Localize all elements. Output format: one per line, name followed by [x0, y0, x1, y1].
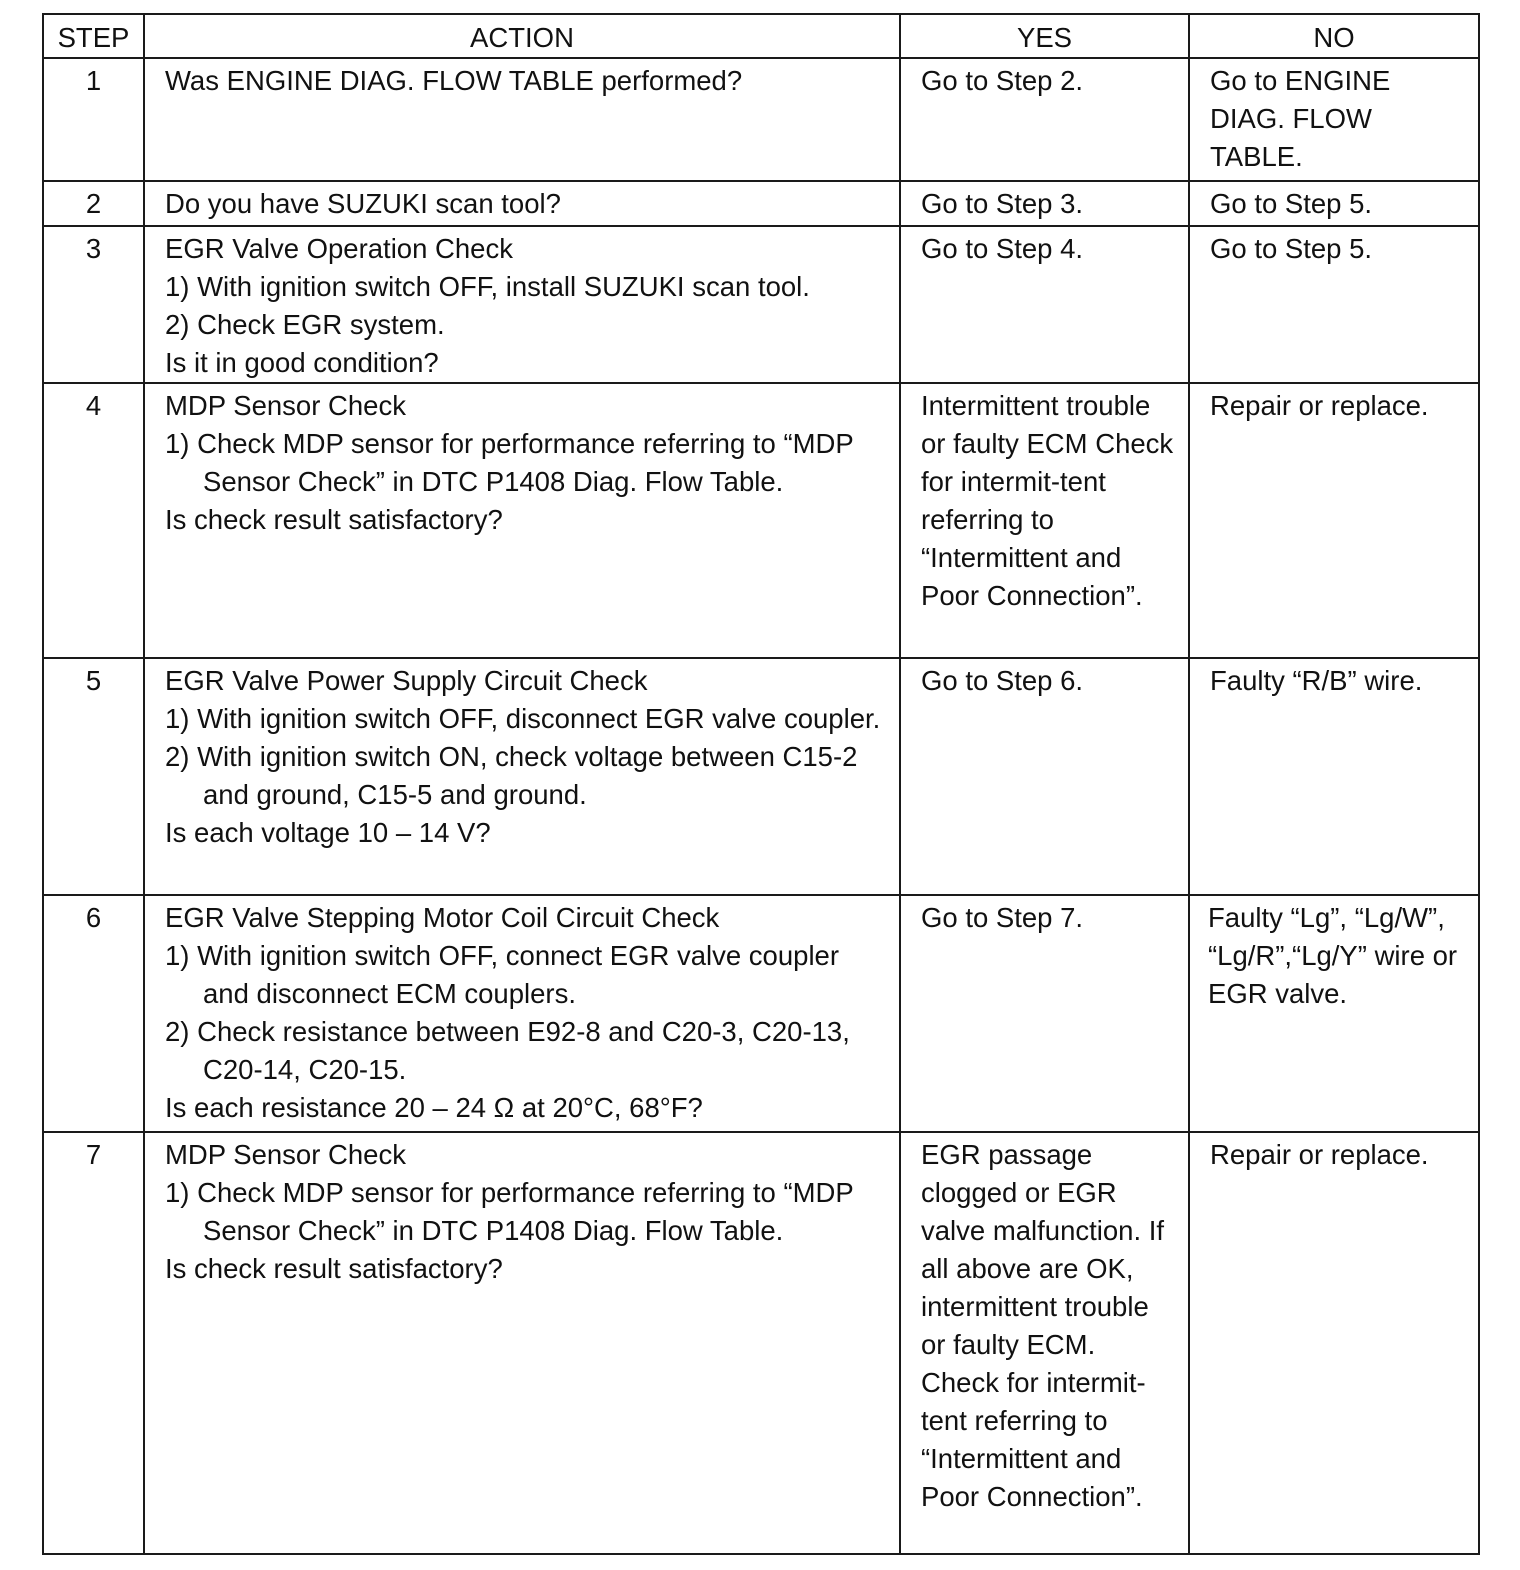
- action-cell: [144, 226, 900, 383]
- table-row: [43, 383, 1479, 658]
- yes-cell: [900, 181, 1189, 226]
- header-yes: YES: [900, 14, 1189, 58]
- yes-cell: [900, 895, 1189, 1132]
- action-question: Is check result satisfactory?: [165, 1253, 503, 1284]
- step-number: 6: [43, 895, 144, 1132]
- yes-cell: [900, 658, 1189, 895]
- no-text: Go to Step 5.: [1210, 188, 1373, 219]
- action-question: Is check result satisfactory?: [165, 504, 503, 535]
- no-text: Go to ENGINE DIAG. FLOW TABLE.: [1210, 65, 1398, 172]
- action-question: Do you have SUZUKI scan tool?: [165, 188, 561, 219]
- action-title: MDP Sensor Check: [165, 1139, 406, 1170]
- yes-cell: [900, 1132, 1189, 1554]
- action-cell: [144, 658, 900, 895]
- no-text: Repair or replace.: [1210, 390, 1429, 421]
- action-question: Is each resistance 20 – 24 Ω at 20°C, 68°F?: [165, 1092, 703, 1123]
- table-row: [43, 895, 1479, 1132]
- action-cell: [144, 1132, 900, 1554]
- yes-cell: [900, 383, 1189, 658]
- yes-text: Go to Step 4.: [921, 233, 1084, 264]
- header-action: ACTION: [144, 14, 900, 58]
- step-number: 5: [43, 658, 144, 895]
- step-number: 1: [43, 58, 144, 181]
- action-substep: 1) With ignition switch OFF, connect EGR valve coupler and disconnect ECM couplers.: [165, 940, 847, 1009]
- action-question: Is it in good condition?: [165, 347, 439, 378]
- diagnostic-flow-table: [42, 13, 1480, 1555]
- yes-text: Intermittent trouble or faulty ECM Check for intermit-tent referring to “Intermittent and Poor Connection”.: [921, 390, 1181, 611]
- action-cell: [144, 58, 900, 181]
- action-substep: 1) Check MDP sensor for performance referring to “MDP Sensor Check” in DTC P1408 Diag. Flow Table.: [165, 1177, 861, 1246]
- header-row: [43, 14, 1479, 58]
- no-cell: [1189, 658, 1479, 895]
- yes-text: Go to Step 7.: [921, 902, 1084, 933]
- action-cell: [144, 383, 900, 658]
- action-substep: 1) Check MDP sensor for performance referring to “MDP Sensor Check” in DTC P1408 Diag. Flow Table.: [165, 428, 861, 497]
- yes-text: Go to Step 2.: [921, 65, 1084, 96]
- yes-cell: [900, 226, 1189, 383]
- table-row: [43, 58, 1479, 181]
- no-cell: [1189, 181, 1479, 226]
- action-substep: 2) Check EGR system.: [165, 309, 445, 340]
- no-text: Faulty “Lg”, “Lg/W”, “Lg/R”,“Lg/Y” wire or EGR valve.: [1208, 902, 1465, 1009]
- step-number: 2: [43, 181, 144, 226]
- table-row: [43, 226, 1479, 383]
- action-substep: 1) With ignition switch OFF, disconnect EGR valve coupler.: [165, 703, 881, 734]
- action-cell: [144, 181, 900, 226]
- action-question: Is each voltage 10 – 14 V?: [165, 817, 491, 848]
- header-no: NO: [1189, 14, 1479, 58]
- step-number: 3: [43, 226, 144, 383]
- no-text: Repair or replace.: [1210, 1139, 1429, 1170]
- step-number: 7: [43, 1132, 144, 1554]
- action-title: EGR Valve Operation Check: [165, 233, 513, 264]
- yes-text: Go to Step 3.: [921, 188, 1084, 219]
- no-cell: [1189, 383, 1479, 658]
- action-title: EGR Valve Power Supply Circuit Check: [165, 665, 648, 696]
- table-row: [43, 658, 1479, 895]
- no-cell: [1189, 895, 1479, 1132]
- action-cell: [144, 895, 900, 1132]
- table-row: [43, 1132, 1479, 1554]
- action-title: MDP Sensor Check: [165, 390, 406, 421]
- no-text: Faulty “R/B” wire.: [1210, 665, 1423, 696]
- step-number: 4: [43, 383, 144, 658]
- action-substep: 2) With ignition switch ON, check voltage between C15-2 and ground, C15-5 and ground.: [165, 741, 866, 810]
- yes-text: EGR passage clogged or EGR valve malfunction. If all above are OK, intermittent trouble or faulty ECM. Check for intermit-tent referring to “Intermittent and Poor Connection”.: [921, 1139, 1172, 1512]
- action-substep: 2) Check resistance between E92-8 and C20-3, C20-13, C20-14, C20-15.: [165, 1016, 858, 1085]
- no-cell: [1189, 58, 1479, 181]
- action-substep: 1) With ignition switch OFF, install SUZUKI scan tool.: [165, 271, 810, 302]
- action-question: Was ENGINE DIAG. FLOW TABLE performed?: [165, 65, 743, 96]
- action-title: EGR Valve Stepping Motor Coil Circuit Check: [165, 902, 720, 933]
- no-cell: [1189, 1132, 1479, 1554]
- no-cell: [1189, 226, 1479, 383]
- no-text: Go to Step 5.: [1210, 233, 1373, 264]
- table-row: [43, 181, 1479, 226]
- yes-cell: [900, 58, 1189, 181]
- yes-text: Go to Step 6.: [921, 665, 1084, 696]
- header-step: STEP: [43, 14, 144, 58]
